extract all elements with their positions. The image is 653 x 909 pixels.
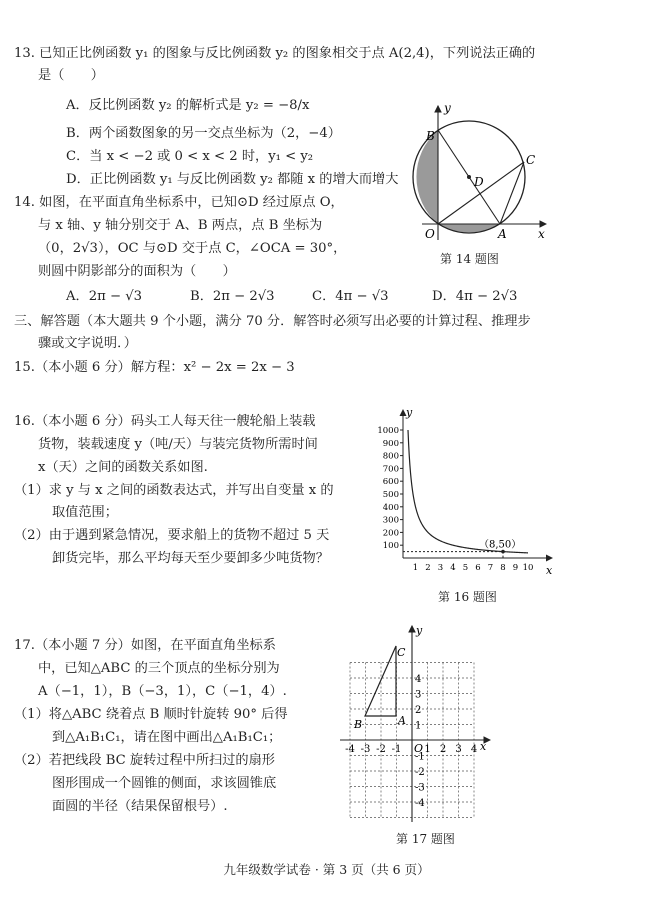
section3-line2: 骤或文字说明．） <box>38 336 137 351</box>
q15-text: 15.（本小题 6 分）解方程：x² − 2x = 2x − 3 <box>14 360 295 375</box>
label-y: y <box>444 101 451 115</box>
q16-line2: 货物，装载速度 y（吨/天）与装完货物所需时间 <box>38 437 318 452</box>
y-tick-label: 2 <box>415 705 422 716</box>
x-tick-label: 3 <box>437 563 444 573</box>
label-o: O <box>425 227 435 241</box>
y-tick-label: 100 <box>382 541 399 552</box>
label-c: C <box>526 153 536 167</box>
q14-option-a: A．2π − √3 <box>66 289 142 304</box>
q16-line4: （1）求 y 与 x 之间的函数表达式，并写出自变量 x 的 <box>14 483 334 498</box>
figure-14-circle <box>412 100 552 248</box>
x-tick-label: 5 <box>462 563 469 573</box>
figure-14-caption: 第 14 题图 <box>440 252 499 266</box>
y-axis-label: y <box>406 406 413 419</box>
q14-line1: 14. 如图，在平面直角坐标系中，已知⊙D 经过原点 O， <box>14 195 344 210</box>
q17-line4: （1）将△ABC 绕着点 B 顺时针旋转 90° 后得 <box>14 707 288 722</box>
x-tick-label: 2 <box>425 563 431 573</box>
figure-17-grid <box>334 622 494 826</box>
q13-option-d: D．正比例函数 y₁ 与反比例函数 y₂ 都随 x 的增大而增大 <box>66 172 399 187</box>
x-tick-label: -3 <box>360 744 371 755</box>
q17-line2: 中，已知△ABC 的三个顶点的坐标分别为 <box>38 661 280 676</box>
x-axis-label: x <box>546 564 553 577</box>
y-tick-label: 900 <box>382 438 399 449</box>
q13-stem-line2: 是（ ） <box>38 68 104 83</box>
x-tick-label: 8 <box>500 563 506 573</box>
x-tick-label: -1 <box>391 744 402 755</box>
q14-line2: 与 x 轴、y 轴分别交于 A、B 两点，点 B 坐标为 <box>38 218 323 233</box>
y-tick-label: 400 <box>382 502 399 513</box>
q17-line3: A（−1，1），B（−3，1），C（−1，4）. <box>38 684 287 699</box>
y-tick-label: 200 <box>382 528 399 539</box>
label-x: x <box>538 227 545 241</box>
q14-line3: （0，2√3），OC 与⊙D 交于点 C，∠OCA = 30°， <box>38 241 347 256</box>
y-tick-label: -2 <box>415 767 425 778</box>
y-tick-label: -4 <box>415 798 425 809</box>
figure-16-chart <box>370 404 560 582</box>
q16-line1: 16.（本小题 6 分）码头工人每天往一艘轮船上装载 <box>14 414 316 429</box>
y-tick-label: 300 <box>382 515 399 526</box>
x-tick-label: 4 <box>470 744 478 755</box>
x-tick-label: 10 <box>522 563 534 573</box>
x-tick-label: 7 <box>487 563 494 573</box>
q16-line7: 卸货完毕，那么平均每天至少要卸多少吨货物？ <box>52 551 329 566</box>
shaded-segment-left <box>416 130 438 224</box>
label-d: D <box>474 175 484 189</box>
x-tick-label: 3 <box>455 744 462 755</box>
y-tick-label: 4 <box>415 674 422 685</box>
q17-line6: （2）若把线段 BC 旋转过程中所扫过的扇形 <box>14 753 275 768</box>
q14-option-d: D．4π − 2√3 <box>432 289 518 304</box>
x-tick-label: 6 <box>475 563 481 573</box>
y-tick-label: 1 <box>415 720 422 732</box>
y-tick-label: 800 <box>382 451 399 462</box>
y-tick-label: 3 <box>415 689 422 701</box>
label-b: B <box>354 718 363 731</box>
q17-line5: 到△A₁B₁C₁，请在图中画出△A₁B₁C₁； <box>52 730 282 745</box>
q14-line4: 则圆中阴影部分的面积为（ ） <box>38 264 236 279</box>
figure-17-caption: 第 17 题图 <box>396 832 455 846</box>
label-o: O <box>414 742 424 755</box>
data-point-label: （8,50） <box>479 539 522 551</box>
q13-stem-line1: 13. 已知正比例函数 y₁ 的图象与反比例函数 y₂ 的图象相交于点 A(2,4)，下列说法正确的 <box>14 46 536 61</box>
page-footer: 九年级数学试卷 · 第 3 页（共 6 页） <box>223 862 430 877</box>
y-tick-label: -1 <box>415 751 425 763</box>
label-y: y <box>416 624 423 637</box>
y-tick-label: 600 <box>382 477 399 488</box>
q17-line7: 图形围成一个圆锥的侧面，求该圆锥底 <box>52 776 277 791</box>
x-tick-label: 1 <box>412 563 419 573</box>
x-tick-label: -4 <box>345 744 355 755</box>
x-tick-label: 2 <box>439 744 447 755</box>
q14-option-c: C．4π − √3 <box>312 289 389 304</box>
q13-option-c: C．当 x < −2 或 0 < x < 2 时，y₁ < y₂ <box>66 149 314 164</box>
x-tick-label: -2 <box>376 744 386 755</box>
q17-line1: 17.（本小题 7 分）如图，在平面直角坐标系 <box>14 638 276 653</box>
y-tick-label: 500 <box>382 490 399 500</box>
q13-option-b: B．两个函数图象的另一交点坐标为（2，−4） <box>66 126 341 141</box>
triangle-abc <box>365 646 396 716</box>
q16-line6: （2）由于遇到紧急情况，要求船上的货物不超过 5 天 <box>14 528 330 543</box>
label-b: B <box>426 129 435 143</box>
q13-option-a: A．反比例函数 y₂ 的解析式是 y₂ = −8/x <box>66 98 310 113</box>
label-x: x <box>480 740 487 753</box>
y-tick-label: 700 <box>382 464 399 475</box>
y-tick-label: 1000 <box>377 426 399 436</box>
q14-option-b: B．2π − 2√3 <box>190 289 275 304</box>
q17-line8: 面圆的半径（结果保留根号）. <box>52 799 228 814</box>
y-tick-label: -3 <box>415 782 425 794</box>
figure-16-caption: 第 16 题图 <box>438 590 497 604</box>
label-c: C <box>397 646 406 659</box>
q16-line5: 取值范围； <box>52 505 118 520</box>
label-a: A <box>498 227 507 241</box>
series-curve <box>408 430 528 553</box>
label-a: A <box>398 714 406 727</box>
x-tick-label: 4 <box>450 563 456 573</box>
q16-line3: x（天）之间的函数关系如图. <box>38 460 208 475</box>
x-tick-label: 9 <box>512 563 519 573</box>
x-tick-label: 1 <box>424 744 431 755</box>
section3-line1: 三、解答题（本大题共 9 个小题，满分 70 分．解答时必须写出必要的计算过程、推理步 <box>14 314 531 329</box>
